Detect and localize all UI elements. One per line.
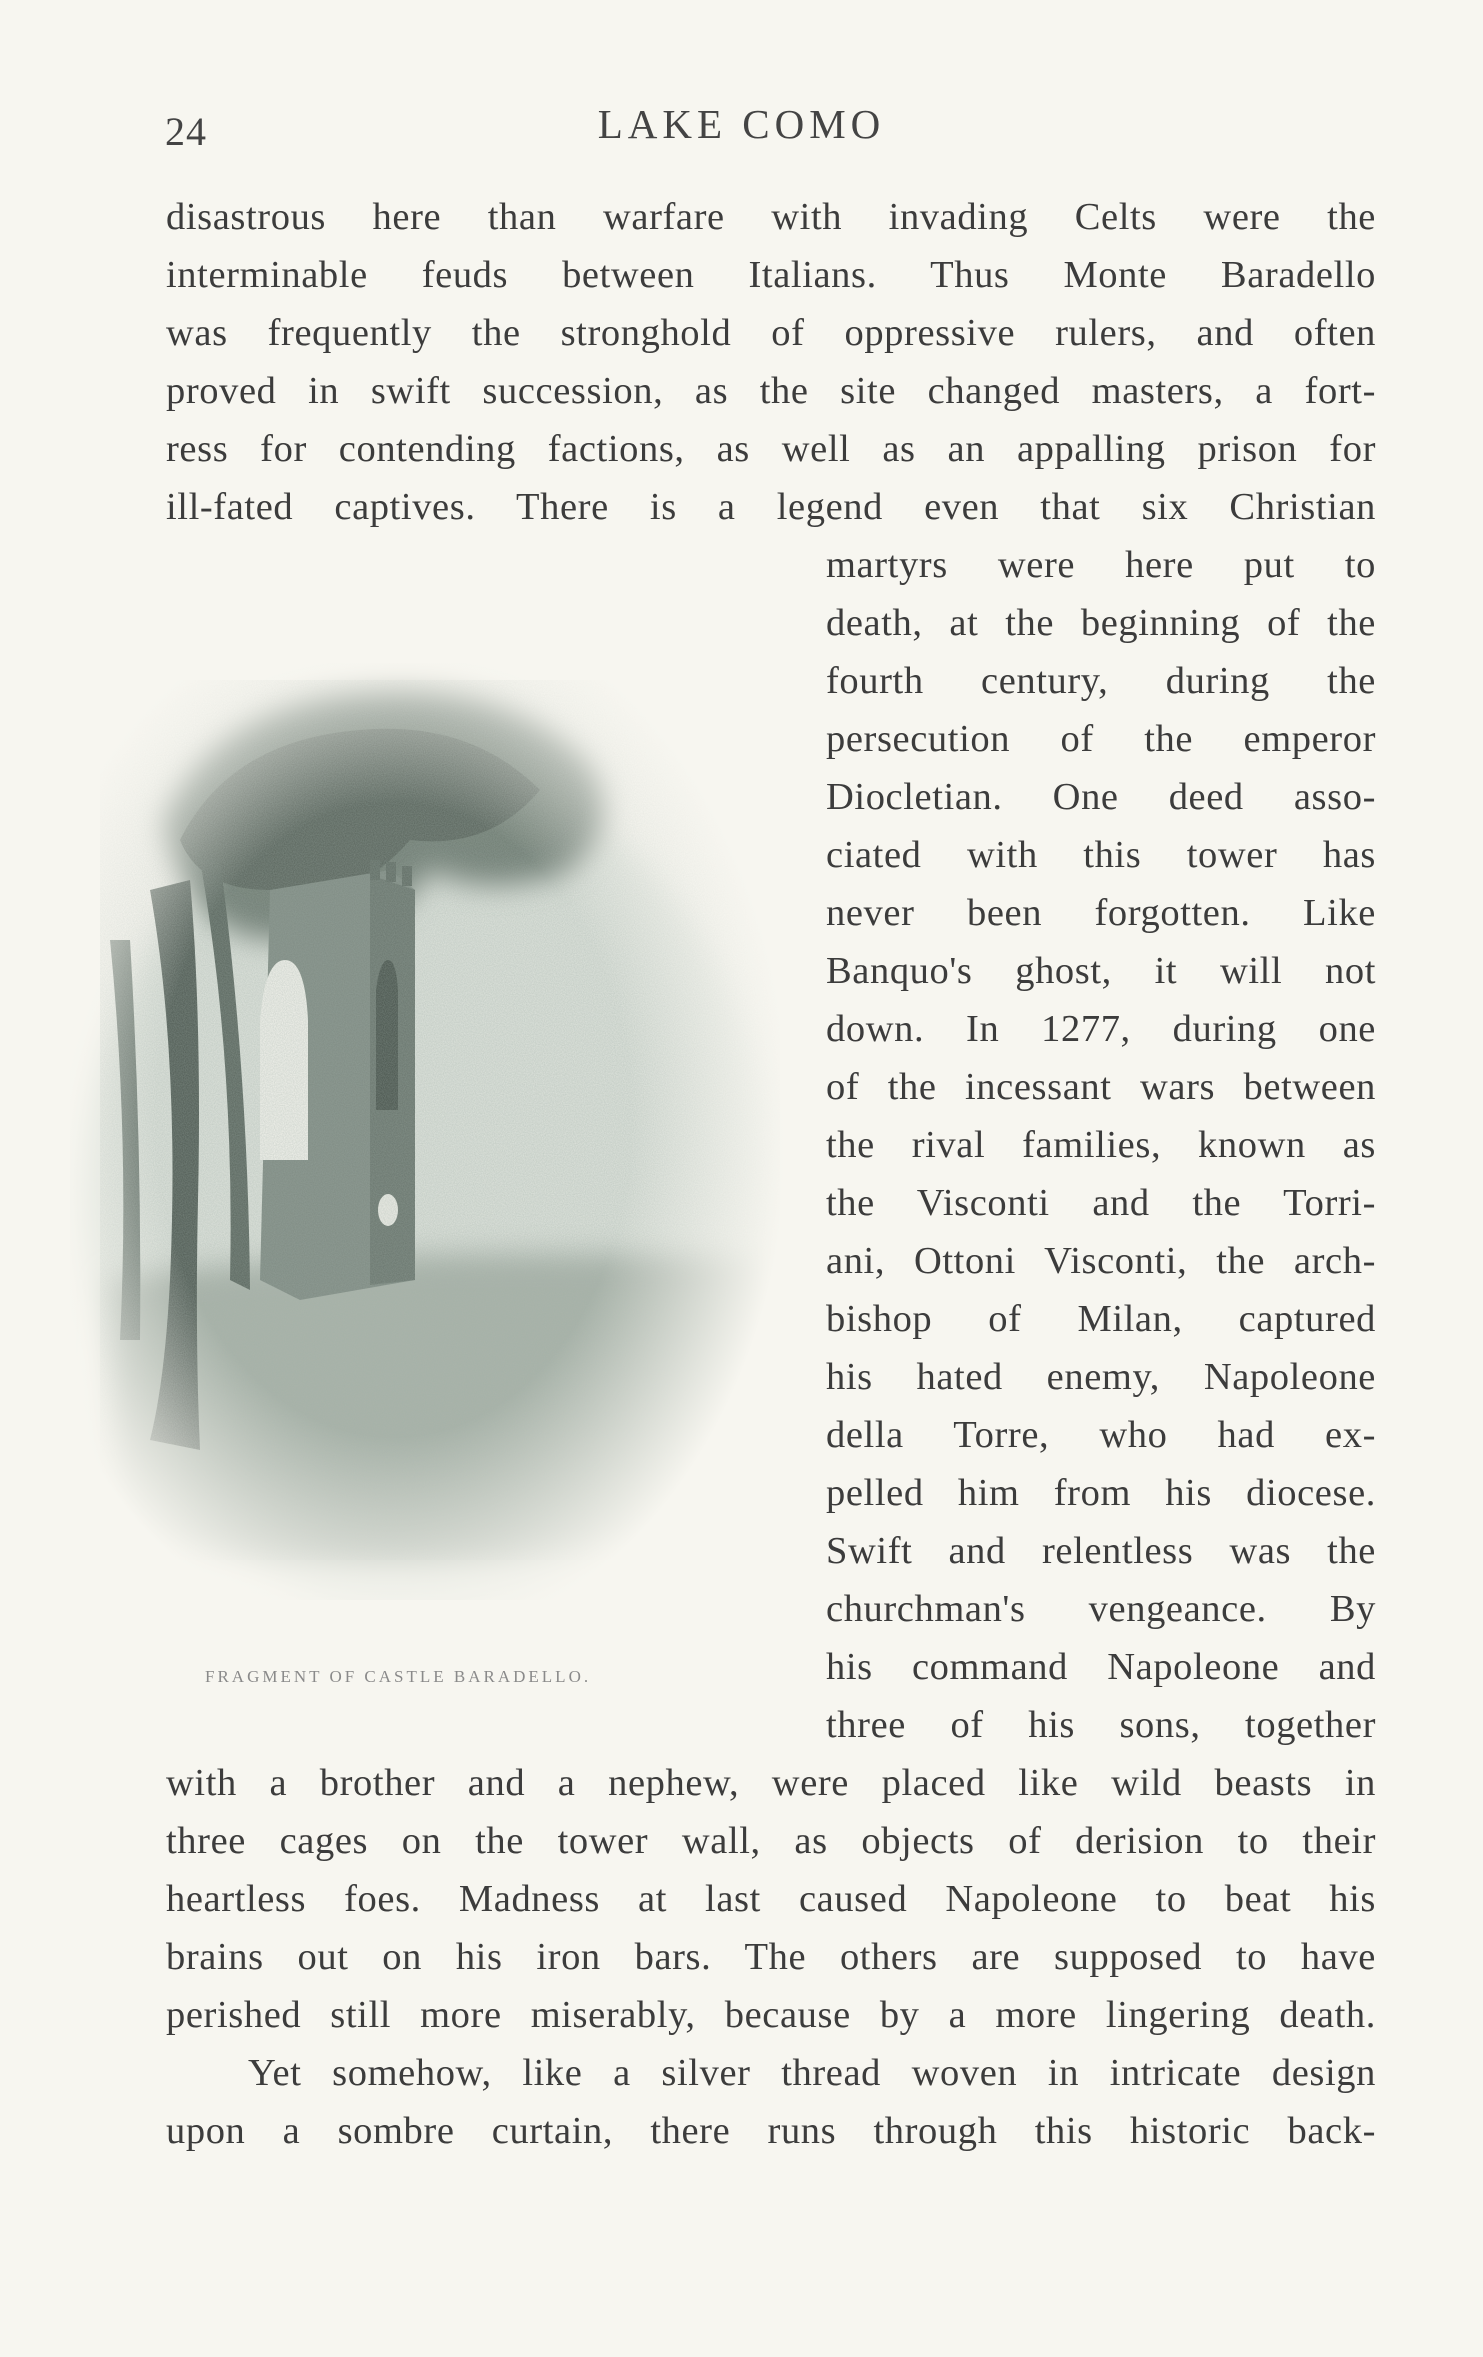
text-line: Swift and relentless was the bbox=[826, 1530, 1376, 1572]
text-line: heartless foes. Madness at last caused Napoleone to beat his bbox=[166, 1878, 1376, 1920]
text-line: proved in swift succession, as the site changed masters, a fort- bbox=[166, 370, 1376, 412]
text-line: three cages on the tower wall, as objects of derision to their bbox=[166, 1820, 1376, 1862]
text-line: persecution of the emperor bbox=[826, 718, 1376, 760]
text-line: perished still more miserably, because by a more lingering death. bbox=[166, 1994, 1376, 2036]
text-line: ani, Ottoni Visconti, the arch- bbox=[826, 1240, 1376, 1282]
castle-tower-illustration bbox=[70, 640, 790, 1600]
text-line: della Torre, who had ex- bbox=[826, 1414, 1376, 1456]
text-line: brains out on his iron bars. The others are supposed to have bbox=[166, 1936, 1376, 1978]
text-line: his command Napoleone and bbox=[826, 1646, 1376, 1688]
page-number: 24 bbox=[165, 109, 207, 154]
text-line: the Visconti and the Torri- bbox=[826, 1182, 1376, 1224]
text-line: Banquo's ghost, it will not bbox=[826, 950, 1376, 992]
text-line: ress for contending factions, as well as an appalling prison for bbox=[166, 428, 1376, 470]
text-line: pelled him from his diocese. bbox=[826, 1472, 1376, 1514]
text-line: down. In 1277, during one bbox=[826, 1008, 1376, 1050]
text-line: the rival families, known as bbox=[826, 1124, 1376, 1166]
figure-caption: FRAGMENT OF CASTLE BARADELLO. bbox=[205, 1667, 592, 1686]
text-line: interminable feuds between Italians. Thus Monte Baradello bbox=[166, 254, 1376, 296]
running-head: LAKE COMO bbox=[597, 101, 886, 147]
text-line: three of his sons, together bbox=[826, 1704, 1376, 1746]
text-line: Diocletian. One deed asso- bbox=[826, 776, 1376, 818]
text-line: of the incessant wars between bbox=[826, 1066, 1376, 1108]
text-line: disastrous here than warfare with invading Celts were the bbox=[166, 196, 1376, 238]
text-line: Yet somehow, like a silver thread woven in intricate design bbox=[248, 2052, 1376, 2094]
text-line: bishop of Milan, captured bbox=[826, 1298, 1376, 1340]
text-line: ill-fated captives. There is a legend even that six Christian bbox=[166, 486, 1376, 528]
text-line: ciated with this tower has bbox=[826, 834, 1376, 876]
text-line: was frequently the stronghold of oppressive rulers, and often bbox=[166, 312, 1376, 354]
text-line: martyrs were here put to bbox=[826, 544, 1376, 586]
text-line: with a brother and a nephew, were placed like wild beasts in bbox=[166, 1762, 1376, 1804]
text-line: churchman's vengeance. By bbox=[826, 1588, 1376, 1630]
text-line: his hated enemy, Napoleone bbox=[826, 1356, 1376, 1398]
text-line: never been forgotten. Like bbox=[826, 892, 1376, 934]
text-line: upon a sombre curtain, there runs through this historic back- bbox=[166, 2110, 1376, 2152]
text-line: fourth century, during the bbox=[826, 660, 1376, 702]
text-line: death, at the beginning of the bbox=[826, 602, 1376, 644]
